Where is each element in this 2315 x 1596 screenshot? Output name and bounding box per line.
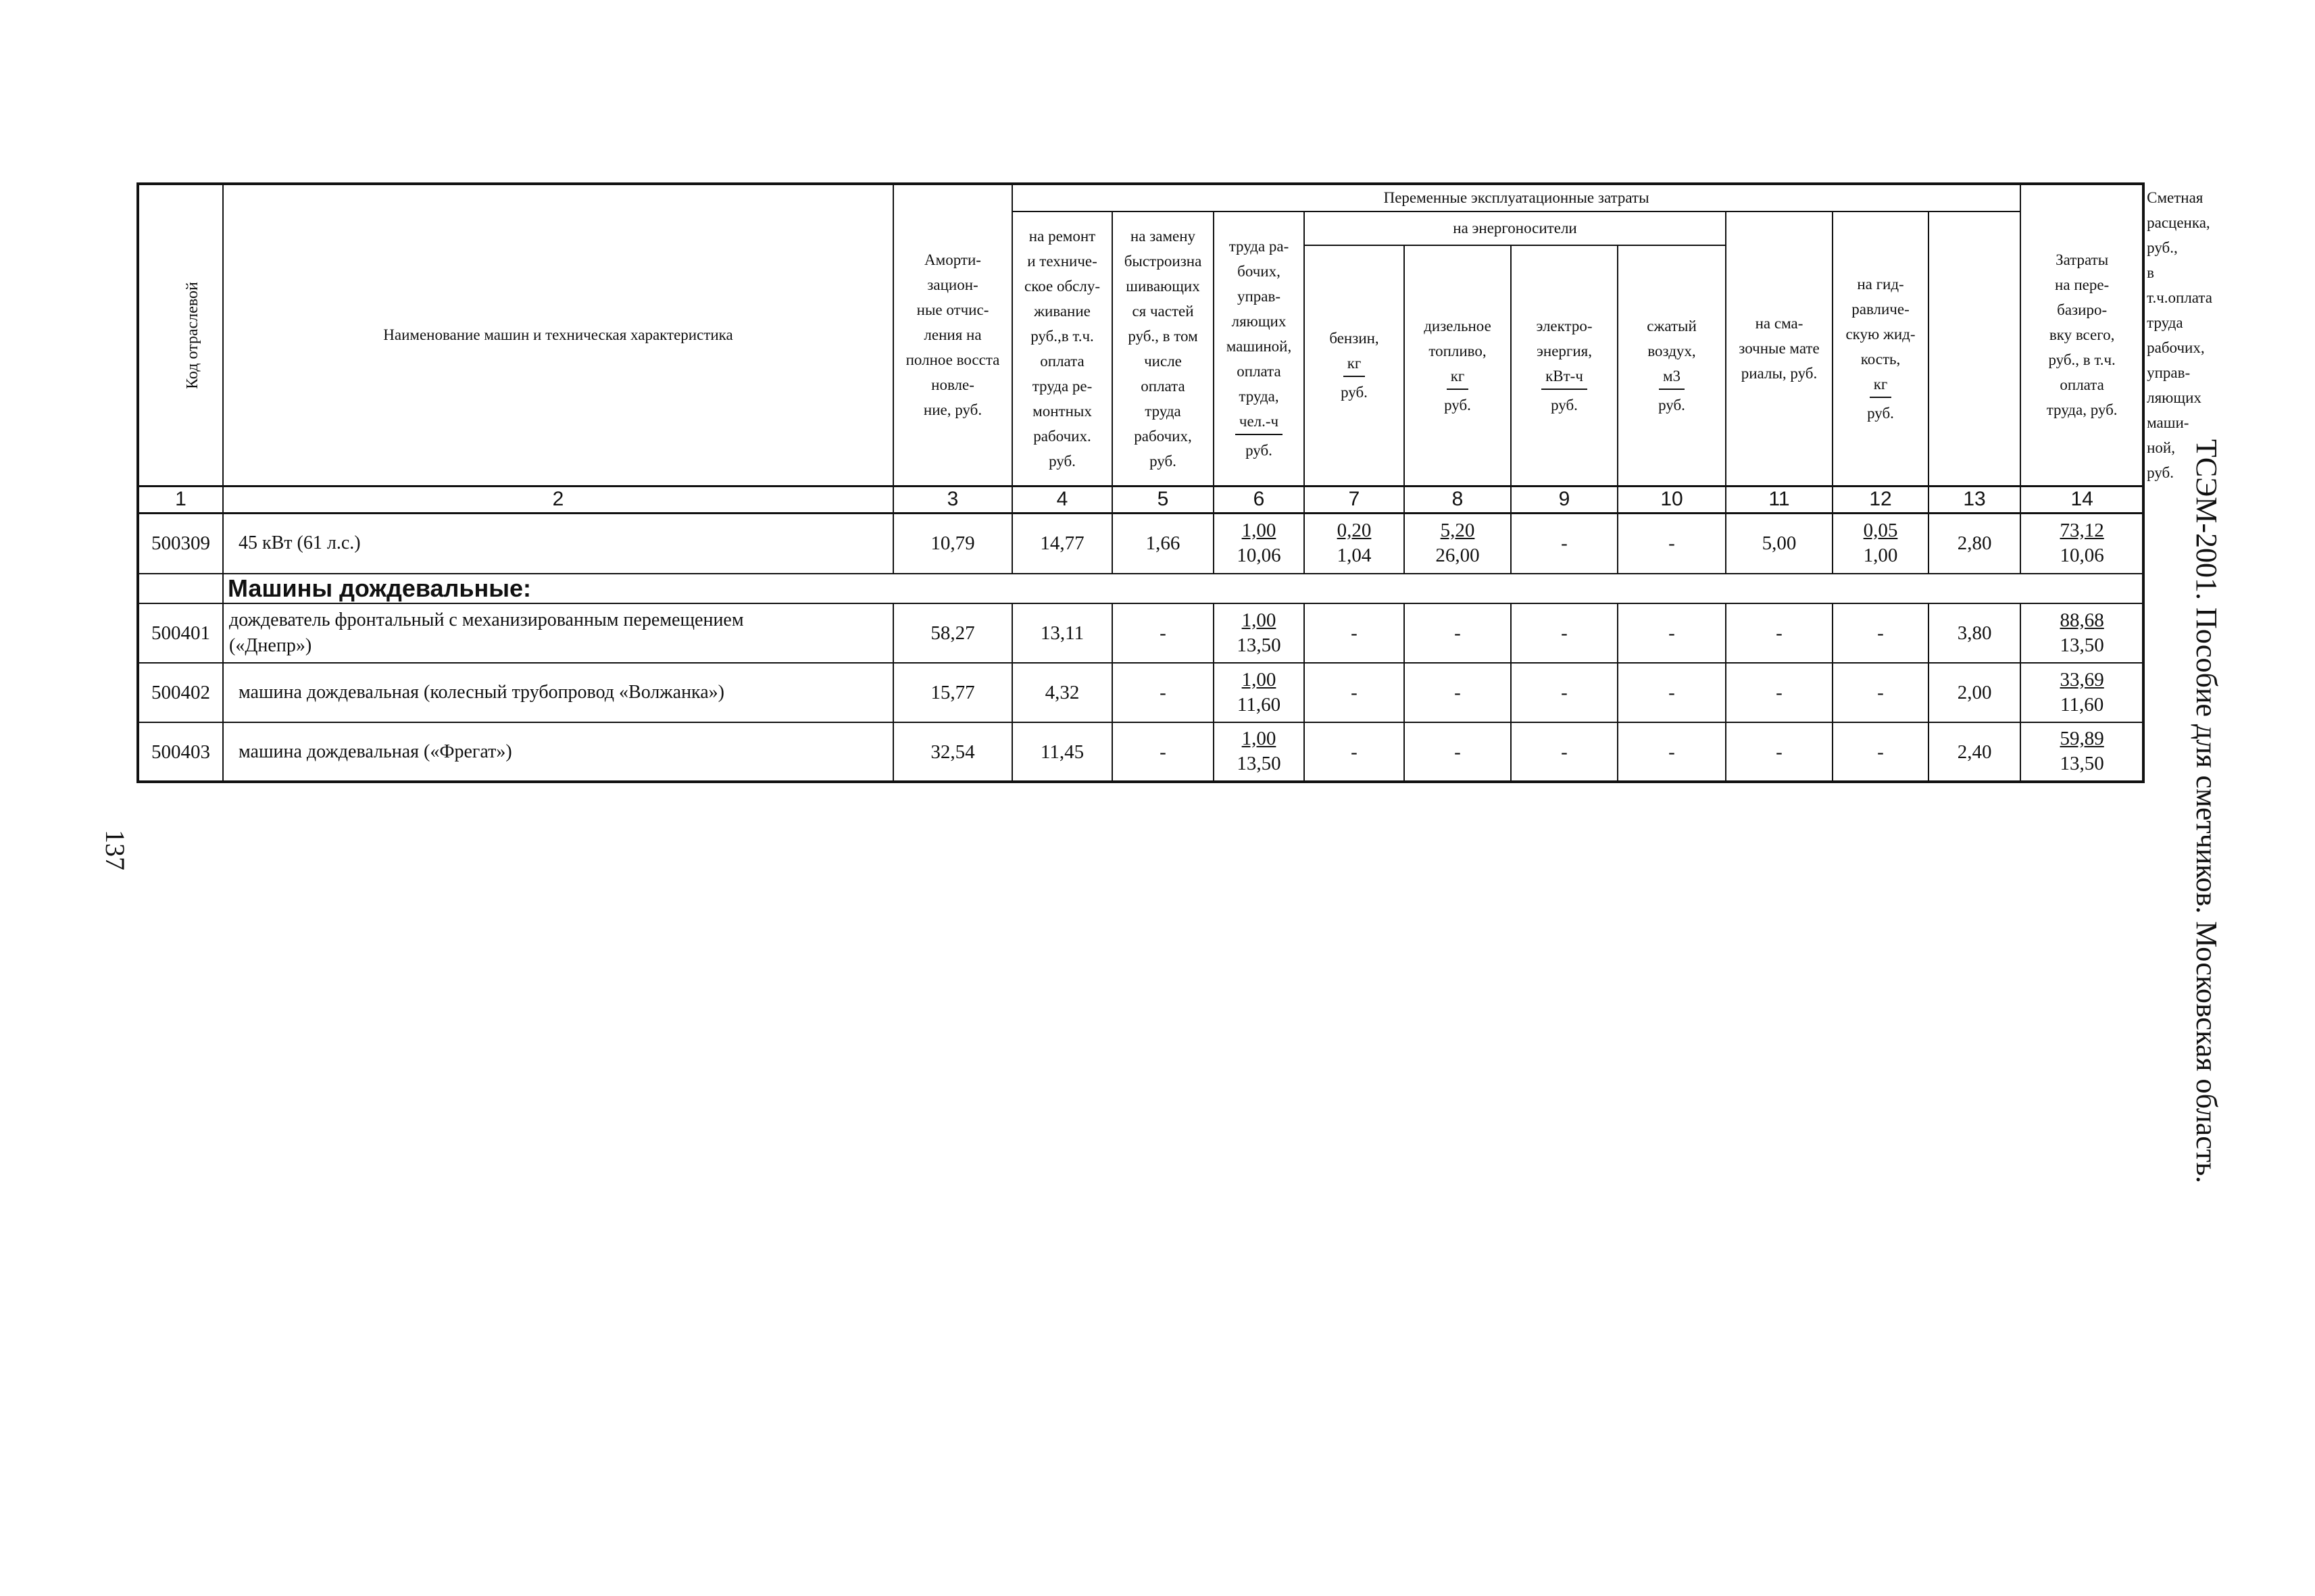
- row-air: -: [1618, 603, 1726, 663]
- row-hydraulic: -: [1833, 603, 1928, 663]
- row-hydraulic: -: [1833, 722, 1928, 782]
- section-title: Машины дождевальные:: [223, 574, 2143, 603]
- row-amort: 10,79: [893, 513, 1012, 574]
- column-number: 9: [1511, 486, 1618, 513]
- table-row: [138, 722, 2143, 782]
- row-labor: $\frac{1,00}{13,50}$: [1214, 722, 1304, 782]
- row-diesel: -: [1404, 603, 1511, 663]
- column-number: 4: [1012, 486, 1112, 513]
- header-replace: на замену быстроизна шивающих ся частей руб., в том числе оплата труда рабочих, руб.: [1112, 211, 1214, 486]
- header-amort: Аморти- зацион- ные отчис- ления на полное восста новле- ние, руб.: [893, 184, 1012, 486]
- row-code: 500403: [138, 722, 223, 782]
- row-relocation: 2,40: [1928, 722, 2020, 782]
- header-hydraulic: на гид- равличе- скую жид- кость, $\frac{кг}{\text{руб.}}$: [1833, 211, 1928, 486]
- column-number: 7: [1304, 486, 1404, 513]
- table-row: [138, 513, 2143, 574]
- page-number: 137: [100, 830, 130, 870]
- row-hydraulic: -: [1833, 663, 1928, 722]
- labor-unit: $\frac{\text{чел.-ч}}{\text{руб.}}$: [1235, 409, 1283, 463]
- electric-unit: $\frac{\text{кВт-ч}}{\text{руб.}}$: [1541, 364, 1587, 418]
- row-repair: 11,45: [1012, 722, 1112, 782]
- row-replace: 1,66: [1112, 513, 1214, 574]
- row-lubricants: -: [1726, 722, 1833, 782]
- row-amort: 32,54: [893, 722, 1012, 782]
- header-petrol: бензин, $\frac{кг}{\text{руб.}}$: [1304, 245, 1404, 486]
- header-labor: труда ра- бочих, управ- ляющих машиной, оплата труда, $\frac{\text{чел.-ч}}{\text{руб.}}$: [1214, 211, 1304, 486]
- row-relocation: 2,00: [1928, 663, 2020, 722]
- header-repair: на ремонт и техниче- ское обслу- живание руб.,в т.ч. оплата труда ре- монтных рабочих. руб.: [1012, 211, 1112, 486]
- header-relocation: Затраты на пере- базиро- вку всего, руб., в т.ч. оплата труда, руб.: [2020, 184, 2143, 486]
- petrol-unit: $\frac{кг}{\text{руб.}}$: [1341, 351, 1368, 405]
- air-unit: $\frac{м3}{\text{руб.}}$: [1658, 364, 1685, 418]
- row-lubricants: 5,00: [1726, 513, 1833, 574]
- row-diesel: -: [1404, 663, 1511, 722]
- row-code: 500402: [138, 663, 223, 722]
- row-electric: -: [1511, 722, 1618, 782]
- row-air: -: [1618, 722, 1726, 782]
- table-row: [138, 603, 2143, 663]
- column-number: 12: [1833, 486, 1928, 513]
- row-replace: -: [1112, 663, 1214, 722]
- row-labor: $\frac{1,00}{13,50}$: [1214, 603, 1304, 663]
- row-air: -: [1618, 513, 1726, 574]
- diesel-unit: $\frac{кг}{\text{руб.}}$: [1444, 364, 1471, 418]
- row-electric: -: [1511, 663, 1618, 722]
- row-petrol: -: [1304, 603, 1404, 663]
- column-number: 13: [1928, 486, 2020, 513]
- row-name: 45 кВт (61 л.с.): [223, 513, 893, 574]
- row-labor: $\frac{1,00}{11,60}$: [1214, 663, 1304, 722]
- header-diesel: дизельное топливо, $\frac{кг}{\text{руб.}}$: [1404, 245, 1511, 486]
- row-petrol: $\frac{0,20}{1,04}$: [1304, 513, 1404, 574]
- row-repair: 4,32: [1012, 663, 1112, 722]
- section-code-empty: [138, 574, 223, 603]
- row-repair: 14,77: [1012, 513, 1112, 574]
- hydraulic-unit: $\frac{кг}{\text{руб.}}$: [1867, 372, 1894, 426]
- column-number: 11: [1726, 486, 1833, 513]
- header-energy: на энергоносители: [1304, 211, 1726, 245]
- row-replace: -: [1112, 722, 1214, 782]
- row-code: 500401: [138, 603, 223, 663]
- header-lubricants: на сма- зочные мате риалы, руб.: [1726, 211, 1833, 486]
- column-number: 14: [2020, 486, 2143, 513]
- row-diesel: $\frac{5,20}{26,00}$: [1404, 513, 1511, 574]
- row-estimate: $\frac{73,12}{10,06}$: [2020, 513, 2143, 574]
- table-row: [138, 663, 2143, 722]
- column-number: 3: [893, 486, 1012, 513]
- column-numbers-row: [138, 486, 2143, 513]
- row-electric: -: [1511, 513, 1618, 574]
- machine-cost-table: Код отраслевой Наименование машин и техническая характеристика Аморти- зацион- ные отчис- ления на полное восста новле- ние, руб. Переменные эксплуатационные затраты Затраты на пере- базиро- вку всего, руб., в т.ч. оплата труда, руб. Сметная расценка, руб., в т.ч.оплата труда рабочих, управ- ляющих маши- ной, руб. на ремонт и техниче- ское обслу- живание руб.,в т.ч. оплата труда ре- монтных рабочих. руб. на замену быстроизна шивающих ся частей руб., в том числе оплата труда рабочих, руб. труда ра- бочих, управ- ляющих машиной, оплата труда, $\frac{\text{чел.-ч}}{\text{руб.}}$ на энергоносители на сма- зочные мате риалы, руб. на гид- равличе- скую жид- кость, $\frac{кг}{\text{руб.}}$ бензин, $\frac{кг}{\text{руб.}}$ дизельное топливо, $\frac{кг}{\text{руб.}}$ электро- энергия, $\frac{\text{кВт-ч}}{\text{руб.}}$ сжатый воздух, $\frac{м3}{\text{руб.}}$ 1 2 3 4 5 6 7 8 9 10 11 12 13 14 500309 45 кВт (61 л.с.) 10,79 14,77 1,66 $\frac{1,00}{10,06}$ $\frac{0,20}{1,04}$ $\frac{5,20}{26,00}$ - - 5,00 $\frac{0,05}{1,00}$ 2,80 $\frac{73,12}{10,06}$ Машины дождевальные: 500401 дождеватель фронтальный с механизированным перемещением («Днепр») 58,27 13,11 - $\frac{1,00}{13,50}$ - - - - - - 3,80 $\frac{88,68}{13,50}$ 500402 машина дождевальная (колесный трубопровод «Волжанка») 15,77 4,32 - $\frac{1,00}{11,60}$ - - - - - - 2,00 $\frac{33,69}{11,60}$ 500403 машина дождевальная («Фрегат») 32,54 11,45 - $\frac{1,00}{13,50}$ - - - - - - 2,40 $\frac{59,89}{13,50}$: [136, 182, 2145, 783]
- column-number: 1: [138, 486, 223, 513]
- column-number: 8: [1404, 486, 1511, 513]
- header-code: Код отраслевой: [138, 184, 223, 486]
- row-electric: -: [1511, 603, 1618, 663]
- row-lubricants: -: [1726, 663, 1833, 722]
- row-name: машина дождевальная (колесный трубопровод «Волжанка»): [223, 663, 893, 722]
- column-number: 10: [1618, 486, 1726, 513]
- row-air: -: [1618, 663, 1726, 722]
- row-estimate: $\frac{59,89}{13,50}$: [2020, 722, 2143, 782]
- row-estimate: $\frac{33,69}{11,60}$: [2020, 663, 2143, 722]
- row-repair: 13,11: [1012, 603, 1112, 663]
- row-name: дождеватель фронтальный с механизированным перемещением («Днепр»): [223, 603, 893, 663]
- section-row: [138, 574, 2143, 603]
- column-number: 2: [223, 486, 893, 513]
- row-diesel: -: [1404, 722, 1511, 782]
- row-lubricants: -: [1726, 603, 1833, 663]
- row-hydraulic: $\frac{0,05}{1,00}$: [1833, 513, 1928, 574]
- row-relocation: 2,80: [1928, 513, 2020, 574]
- header-name: Наименование машин и техническая характеристика: [223, 184, 893, 486]
- header-electric: электро- энергия, $\frac{\text{кВт-ч}}{\text{руб.}}$: [1511, 245, 1618, 486]
- row-labor: $\frac{1,00}{10,06}$: [1214, 513, 1304, 574]
- row-amort: 15,77: [893, 663, 1012, 722]
- row-code: 500309: [138, 513, 223, 574]
- header-variable-costs: Переменные эксплуатационные затраты: [1012, 184, 2020, 211]
- row-petrol: -: [1304, 722, 1404, 782]
- column-number: 5: [1112, 486, 1214, 513]
- running-title: ТСЭМ-2001. Пособие для сметчиков. Московская область.: [2190, 439, 2223, 1184]
- column-number: 6: [1214, 486, 1304, 513]
- row-amort: 58,27: [893, 603, 1012, 663]
- row-replace: -: [1112, 603, 1214, 663]
- row-name: машина дождевальная («Фрегат»): [223, 722, 893, 782]
- row-relocation: 3,80: [1928, 603, 2020, 663]
- row-petrol: -: [1304, 663, 1404, 722]
- row-estimate: $\frac{88,68}{13,50}$: [2020, 603, 2143, 663]
- header-air: сжатый воздух, $\frac{м3}{\text{руб.}}$: [1618, 245, 1726, 486]
